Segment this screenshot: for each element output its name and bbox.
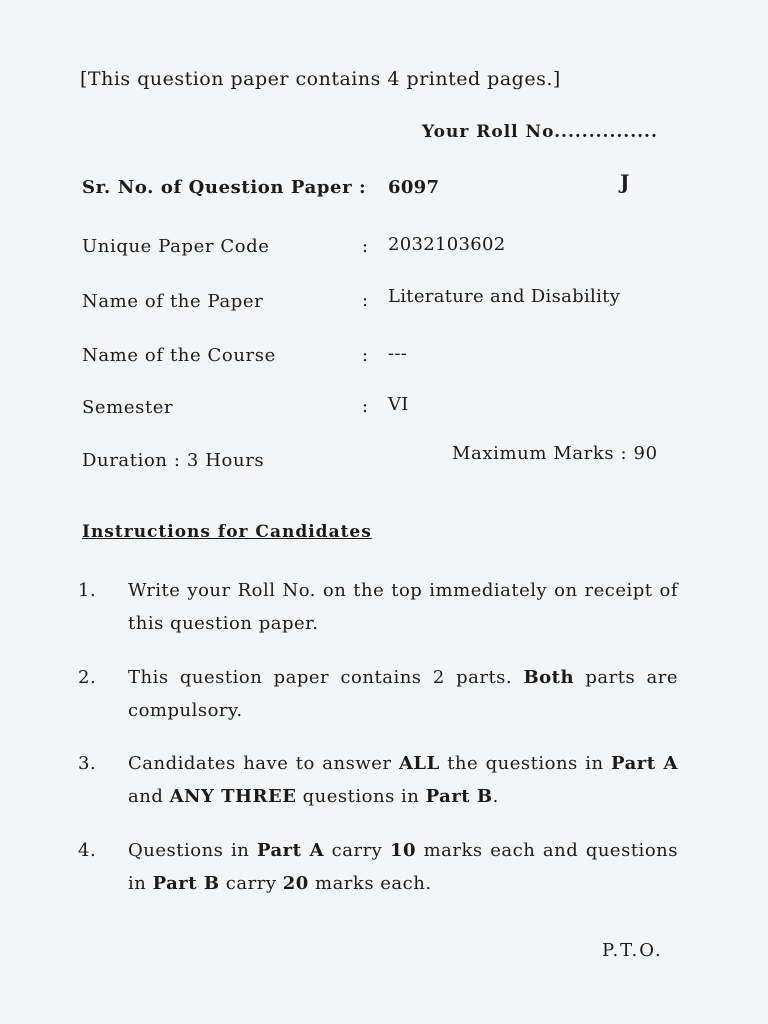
- instruction-segment: carry: [219, 873, 283, 894]
- paper-name-colon: :: [362, 290, 369, 311]
- paper-name-value: Literature and Disability: [388, 286, 621, 307]
- page-count-note: [This question paper contains 4 printed pages.]: [80, 68, 561, 90]
- instruction-segment: the questions in: [439, 753, 612, 774]
- semester-label: Semester: [82, 397, 174, 418]
- instruction-segment: Write your Roll No. on the top immediately on receipt of this question paper.: [128, 580, 678, 634]
- roll-number-field: Your Roll No...............: [422, 122, 658, 142]
- instruction-segment: .: [492, 786, 499, 807]
- semester-value: VI: [388, 394, 409, 415]
- paper-code-colon: :: [362, 236, 369, 257]
- emphasis-text: Part B: [425, 786, 493, 807]
- duration-label: Duration : 3 Hours: [82, 450, 265, 471]
- course-name-value: ---: [388, 343, 408, 364]
- emphasis-text: Part B: [152, 873, 220, 894]
- instruction-number: 2.: [78, 667, 97, 688]
- instruction-text: [128, 661, 678, 727]
- paper-code-value: 2032103602: [388, 234, 506, 255]
- course-name-label: Name of the Course: [82, 345, 276, 366]
- instruction-segment: parts are compulsory.: [128, 667, 679, 721]
- emphasis-text: Both: [523, 667, 575, 688]
- emphasis-text: 10: [389, 840, 416, 861]
- instruction-number: 1.: [78, 580, 97, 601]
- instruction-text: [128, 574, 678, 640]
- set-code: J: [620, 170, 630, 194]
- instruction-text: [128, 834, 678, 900]
- emphasis-text: 20: [282, 873, 309, 894]
- instruction-segment: carry: [324, 840, 390, 861]
- instructions-heading: Instructions for Candidates: [82, 522, 372, 542]
- sr-no-value: 6097: [388, 177, 440, 198]
- emphasis-text: Part A: [611, 753, 678, 774]
- instruction-item: [78, 834, 678, 900]
- emphasis-text: ALL: [398, 753, 440, 774]
- instruction-segment: marks each and questions in: [128, 840, 678, 894]
- instruction-item: [78, 661, 678, 727]
- instruction-number: 3.: [78, 753, 97, 774]
- emphasis-text: Part A: [256, 840, 325, 861]
- instruction-text: [128, 747, 678, 813]
- instruction-number: 4.: [78, 840, 97, 861]
- instruction-segment: Questions in: [128, 840, 257, 861]
- instruction-segment: and: [128, 786, 170, 807]
- instruction-segment: Candidates have to answer: [128, 753, 399, 774]
- sr-no-label: Sr. No. of Question Paper :: [82, 177, 367, 198]
- instruction-segment: questions in: [296, 786, 426, 807]
- emphasis-text: ANY THREE: [169, 786, 297, 807]
- semester-colon: :: [362, 396, 369, 417]
- instruction-item: [78, 574, 678, 640]
- instruction-segment: marks each.: [308, 873, 432, 894]
- course-name-colon: :: [362, 345, 369, 366]
- maximum-marks: Maximum Marks : 90: [452, 443, 658, 464]
- please-turn-over: P.T.O.: [602, 940, 663, 961]
- paper-code-label: Unique Paper Code: [82, 236, 270, 257]
- instruction-item: [78, 747, 678, 813]
- paper-name-label: Name of the Paper: [82, 291, 264, 312]
- instruction-segment: This question paper contains 2 parts.: [128, 667, 524, 688]
